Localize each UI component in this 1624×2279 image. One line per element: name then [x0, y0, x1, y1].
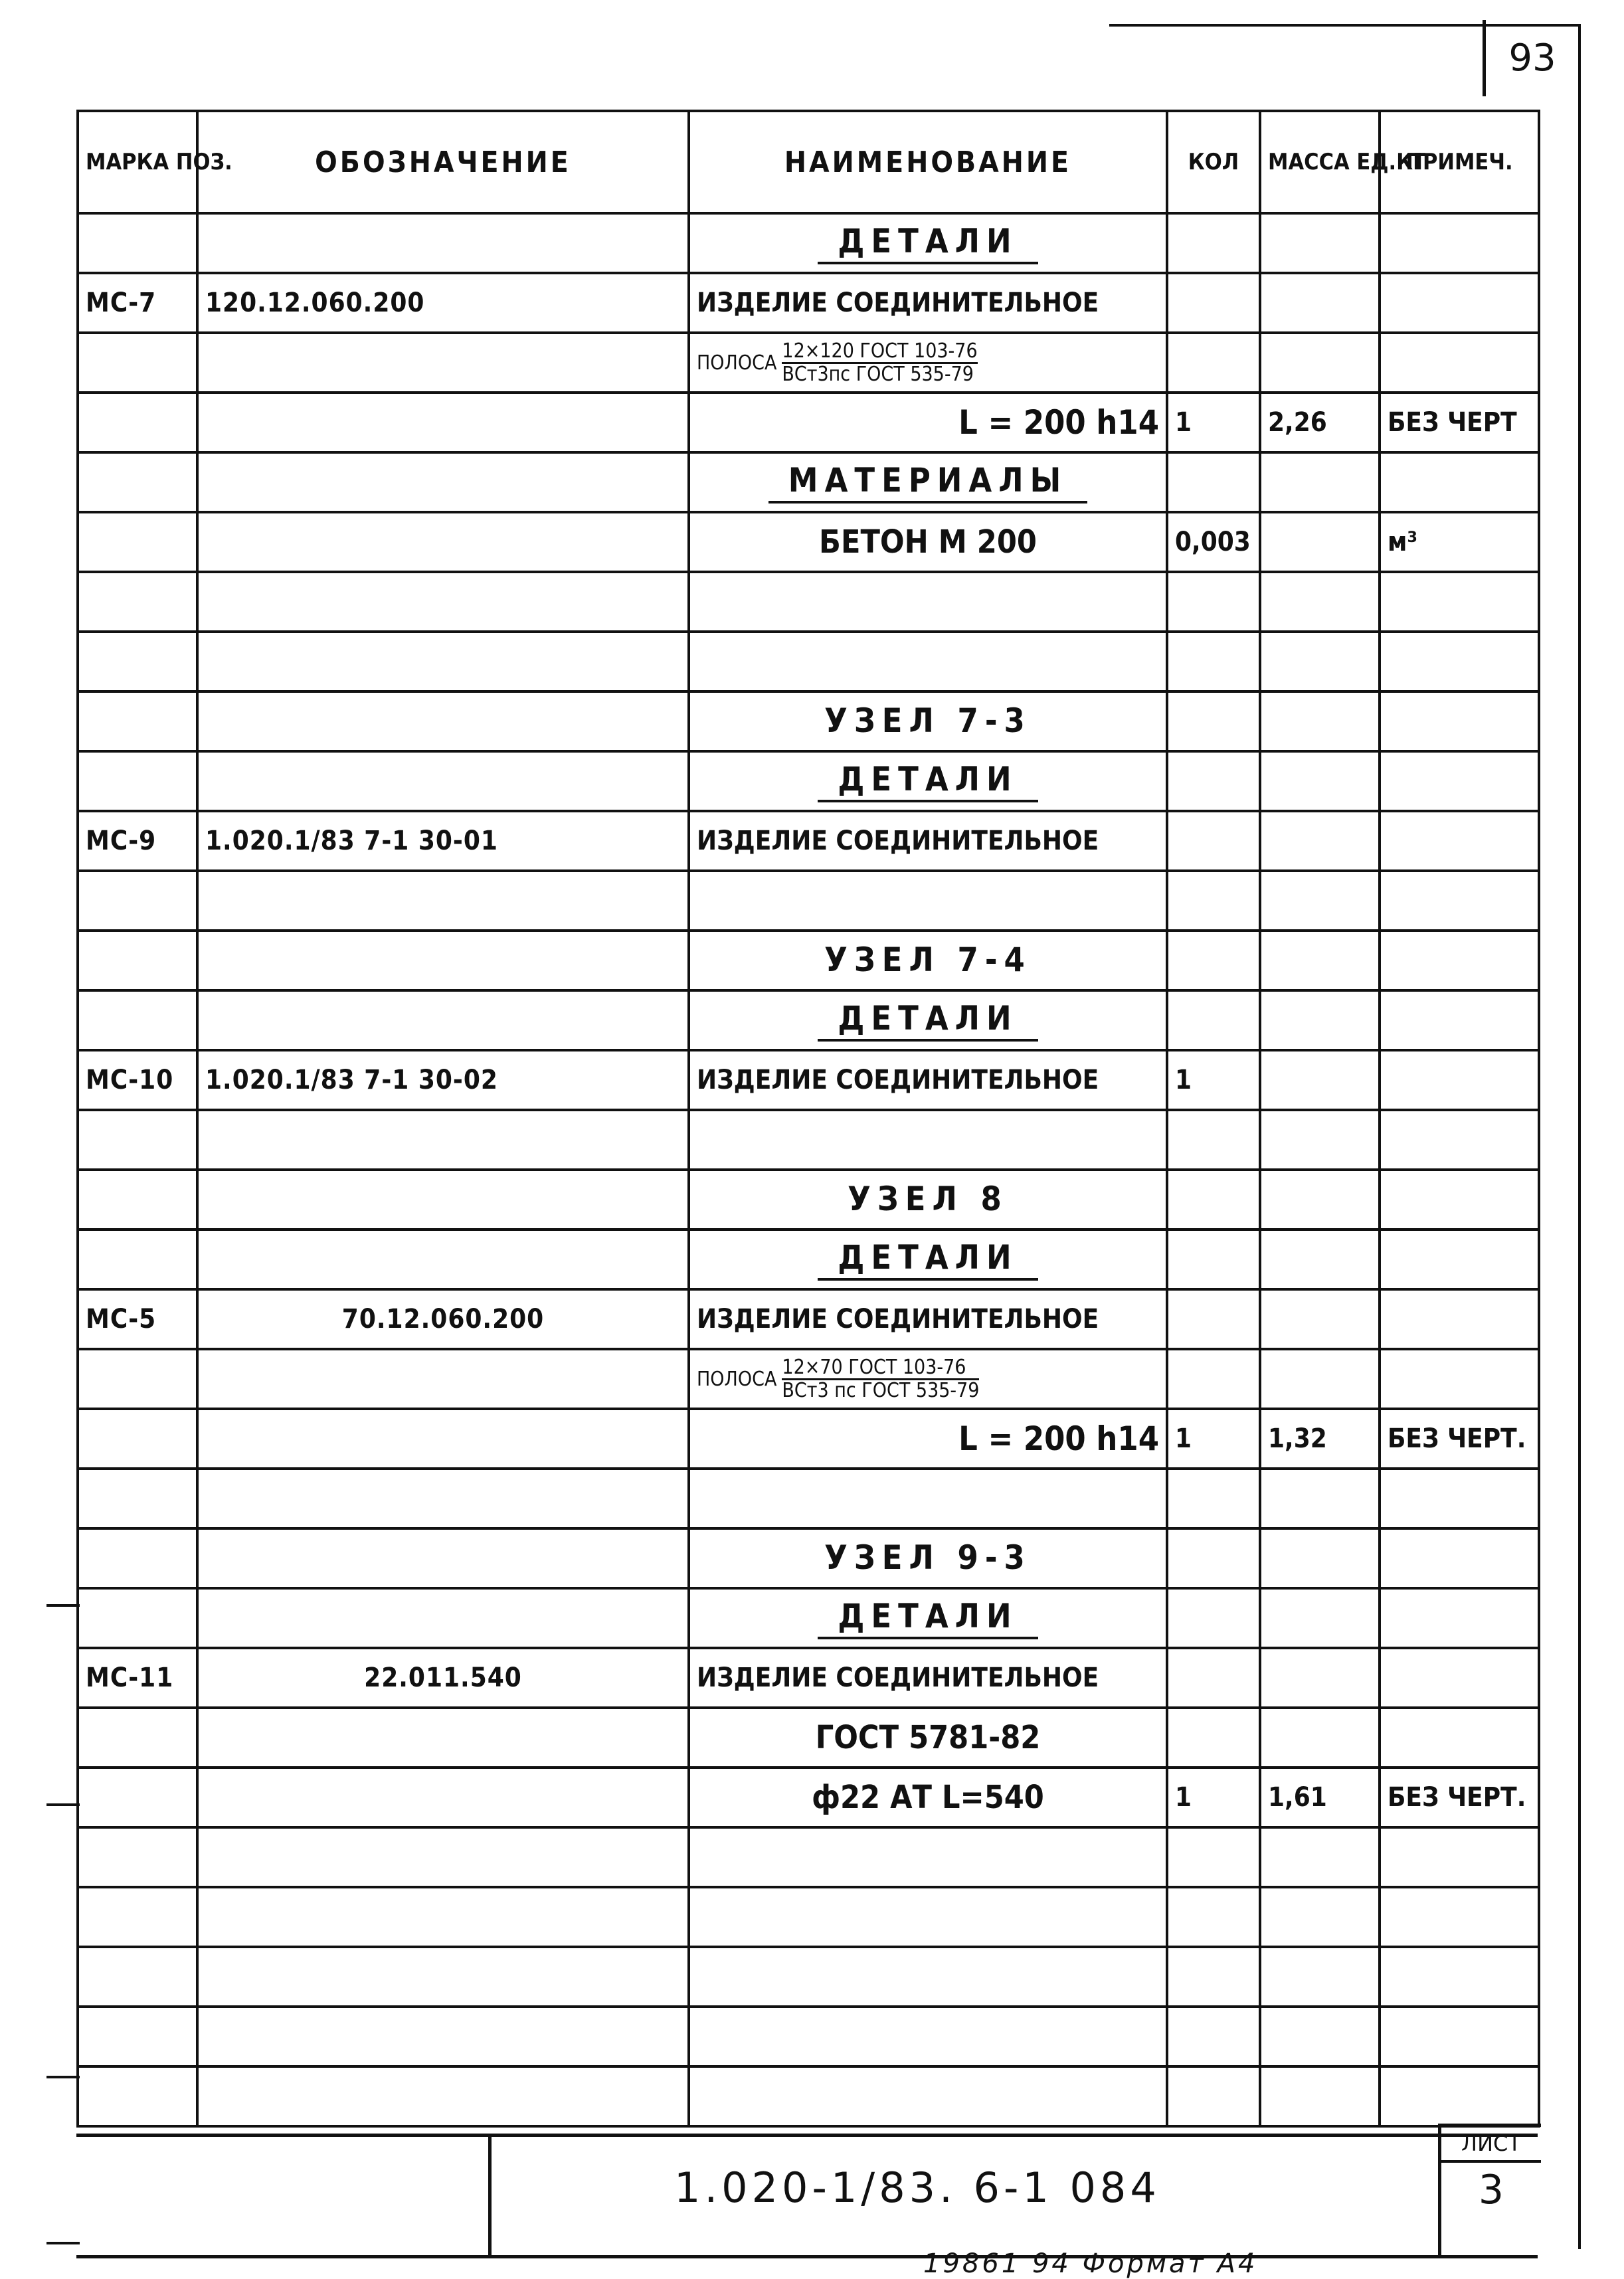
- table-row: [78, 2007, 1539, 2066]
- quantity-cell: [1167, 2066, 1260, 2126]
- mass-cell: [1260, 1050, 1380, 1110]
- position-mark-cell: [78, 1708, 197, 1768]
- position-mark-cell: МС-7: [78, 273, 197, 333]
- name-cell: [689, 1588, 1167, 1648]
- mass-cell: 1,61: [1260, 1768, 1380, 1827]
- table-row: [78, 632, 1539, 691]
- name-cell: [689, 1827, 1167, 1887]
- note-cell: [1380, 1827, 1539, 1887]
- quantity-cell: [1167, 1170, 1260, 1230]
- name-cell: ГОСТ 5781-82: [689, 1708, 1167, 1768]
- position-mark-cell: [78, 1947, 197, 2007]
- note-cell: [1380, 273, 1539, 333]
- quantity-cell: [1167, 452, 1260, 512]
- note-cell: БЕЗ ЧЕРТ: [1380, 393, 1539, 452]
- designation-cell: 70.12.060.200: [197, 1289, 689, 1349]
- position-mark-cell: [78, 1588, 197, 1648]
- mass-cell: [1260, 1230, 1380, 1289]
- table-row: [78, 1768, 1539, 1827]
- note-cell: [1380, 572, 1539, 632]
- mass-cell: [1260, 1349, 1380, 1409]
- position-mark-cell: МС-9: [78, 811, 197, 871]
- note-cell: [1380, 1588, 1539, 1648]
- table-row: [78, 1887, 1539, 1947]
- designation-cell: [197, 751, 689, 811]
- document-code: 1.020-1/83. 6-1 084: [674, 2163, 1160, 2212]
- designation-cell: [197, 213, 689, 273]
- quantity-cell: [1167, 273, 1260, 333]
- mass-cell: [1260, 990, 1380, 1050]
- table-row: [78, 1827, 1539, 1887]
- name-cell: [689, 333, 1167, 393]
- fraction-stack: [782, 341, 977, 385]
- note-cell: [1380, 1110, 1539, 1170]
- table-row: [78, 1110, 1539, 1170]
- name-cell: ИЗДЕЛИЕ СОЕДИНИТЕЛЬНОЕ: [689, 1648, 1167, 1708]
- designation-cell: [197, 572, 689, 632]
- mass-cell: [1260, 1289, 1380, 1349]
- position-mark-cell: [78, 512, 197, 572]
- designation-cell: [197, 1349, 689, 1409]
- table-row: [78, 931, 1539, 990]
- name-cell: [689, 1469, 1167, 1528]
- table-row: [78, 2066, 1539, 2126]
- fraction-numerator: 12×120 ГОСТ 103-76: [782, 339, 978, 363]
- fraction-stack: [782, 1357, 979, 1402]
- name-cell: ф22 АТ L=540: [689, 1768, 1167, 1827]
- position-mark-cell: [78, 213, 197, 273]
- specification-table: [76, 110, 1540, 2128]
- designation-cell: [197, 871, 689, 931]
- quantity-cell: 1: [1167, 1050, 1260, 1110]
- name-cell: БЕТОН М 200: [689, 512, 1167, 572]
- quantity-cell: [1167, 1469, 1260, 1528]
- name-cell: [689, 931, 1167, 990]
- quantity-cell: [1167, 1588, 1260, 1648]
- position-mark-cell: МС-11: [78, 1648, 197, 1708]
- table-row: [78, 1648, 1539, 1708]
- table-header-row: [78, 111, 1539, 213]
- note-cell: [1380, 1528, 1539, 1588]
- mass-cell: [1260, 1170, 1380, 1230]
- designation-cell: [197, 1469, 689, 1528]
- mass-cell: [1260, 1588, 1380, 1648]
- designation-cell: [197, 2066, 689, 2126]
- name-cell: [689, 213, 1167, 273]
- position-mark-cell: МС-5: [78, 1289, 197, 1349]
- designation-cell: [197, 1110, 689, 1170]
- mass-cell: [1260, 811, 1380, 871]
- position-mark-cell: [78, 1170, 197, 1230]
- position-mark-cell: [78, 751, 197, 811]
- designation-cell: [197, 333, 689, 393]
- spec-sheet: [76, 110, 1544, 2252]
- quantity-cell: [1167, 1289, 1260, 1349]
- mass-cell: [1260, 1648, 1380, 1708]
- name-cell: [689, 1947, 1167, 2007]
- right-border-rule: [1578, 24, 1581, 2249]
- table-row: [78, 751, 1539, 811]
- quantity-cell: [1167, 871, 1260, 931]
- fraction-denominator: ВСт3 пс ГОСТ 535-79: [782, 1378, 980, 1402]
- name-cell: [689, 632, 1167, 691]
- quantity-cell: [1167, 1110, 1260, 1170]
- name-cell: ИЗДЕЛИЕ СОЕДИНИТЕЛЬНОЕ: [689, 1289, 1167, 1349]
- position-mark-cell: [78, 1528, 197, 1588]
- position-mark-cell: [78, 2066, 197, 2126]
- position-mark-cell: [78, 1230, 197, 1289]
- material-fraction: [697, 1357, 979, 1402]
- note-cell: [1380, 2066, 1539, 2126]
- note-cell: [1380, 1469, 1539, 1528]
- designation-cell: 22.011.540: [197, 1648, 689, 1708]
- designation-cell: [197, 2007, 689, 2066]
- section-heading: ДЕТАЛИ: [818, 999, 1038, 1042]
- position-mark-cell: [78, 1768, 197, 1827]
- note-cell: [1380, 333, 1539, 393]
- table-row: [78, 1050, 1539, 1110]
- position-mark-cell: [78, 691, 197, 751]
- table-row: [78, 990, 1539, 1050]
- designation-cell: [197, 1947, 689, 2007]
- position-mark-cell: [78, 1887, 197, 1947]
- designation-cell: [197, 393, 689, 452]
- position-mark-cell: [78, 2007, 197, 2066]
- node-heading: УЗЕЛ 8: [848, 1180, 1008, 1218]
- quantity-cell: [1167, 1887, 1260, 1947]
- position-mark-cell: [78, 1349, 197, 1409]
- name-cell: [689, 1349, 1167, 1409]
- name-cell: [689, 1230, 1167, 1289]
- name-cell: L = 200 h14: [689, 1409, 1167, 1469]
- name-cell: [689, 1110, 1167, 1170]
- fraction-denominator: ВСт3пс ГОСТ 535-79: [782, 362, 974, 386]
- designation-cell: [197, 512, 689, 572]
- title-block-divider: [488, 2137, 492, 2255]
- note-cell: [1380, 751, 1539, 811]
- margin-tick: [46, 2242, 80, 2244]
- name-cell: [689, 751, 1167, 811]
- title-block: [76, 2131, 1538, 2258]
- mass-cell: [1260, 512, 1380, 572]
- mass-cell: [1260, 691, 1380, 751]
- sheet-number: 3: [1478, 2167, 1504, 2213]
- mass-cell: [1260, 751, 1380, 811]
- quantity-cell: [1167, 1827, 1260, 1887]
- fraction-numerator: 12×70 ГОСТ 103-76: [782, 1357, 979, 1380]
- mass-cell: 2,26: [1260, 393, 1380, 452]
- table-row: [78, 1170, 1539, 1230]
- quantity-cell: [1167, 1230, 1260, 1289]
- position-mark-cell: [78, 1827, 197, 1887]
- sheet-label: ЛИСТ: [1441, 2127, 1541, 2163]
- quantity-cell: [1167, 1528, 1260, 1588]
- note-cell: [1380, 213, 1539, 273]
- note-cell: [1380, 1230, 1539, 1289]
- quantity-cell: [1167, 990, 1260, 1050]
- position-mark-cell: [78, 931, 197, 990]
- table-row: [78, 1469, 1539, 1528]
- table-row: [78, 572, 1539, 632]
- mass-cell: [1260, 572, 1380, 632]
- column-header-code: ОБОЗНАЧЕНИЕ: [197, 111, 689, 213]
- section-heading: ДЕТАЛИ: [818, 1597, 1038, 1639]
- note-cell: [1380, 811, 1539, 871]
- designation-cell: [197, 632, 689, 691]
- table-row: [78, 1289, 1539, 1349]
- note-cell: БЕЗ ЧЕРТ.: [1380, 1768, 1539, 1827]
- designation-cell: [197, 452, 689, 512]
- position-mark-cell: МС-10: [78, 1050, 197, 1110]
- quantity-cell: [1167, 333, 1260, 393]
- section-heading: ДЕТАЛИ: [818, 760, 1038, 802]
- quantity-cell: [1167, 1947, 1260, 2007]
- note-cell: [1380, 1349, 1539, 1409]
- position-mark-cell: [78, 1110, 197, 1170]
- quantity-cell: [1167, 1708, 1260, 1768]
- mass-cell: [1260, 1827, 1380, 1887]
- quantity-cell: [1167, 931, 1260, 990]
- quantity-cell: [1167, 751, 1260, 811]
- table-row: [78, 273, 1539, 333]
- section-heading: ДЕТАЛИ: [818, 1238, 1038, 1281]
- designation-cell: 1.020.1/83 7-1 30-01: [197, 811, 689, 871]
- name-cell: [689, 452, 1167, 512]
- note-cell: [1380, 452, 1539, 512]
- position-mark-cell: [78, 452, 197, 512]
- note-cell: [1380, 1648, 1539, 1708]
- name-cell: [689, 2066, 1167, 2126]
- designation-cell: [197, 1887, 689, 1947]
- name-cell: [689, 572, 1167, 632]
- table-body: [78, 213, 1539, 2126]
- mass-cell: [1260, 871, 1380, 931]
- name-cell: [689, 871, 1167, 931]
- quantity-cell: [1167, 2007, 1260, 2066]
- table-row: [78, 1349, 1539, 1409]
- material-fraction: [697, 341, 978, 385]
- designation-cell: [197, 990, 689, 1050]
- quantity-cell: [1167, 811, 1260, 871]
- position-mark-cell: [78, 572, 197, 632]
- table-row: [78, 691, 1539, 751]
- note-cell: [1380, 691, 1539, 751]
- name-cell: [689, 1170, 1167, 1230]
- quantity-cell: 1: [1167, 1409, 1260, 1469]
- mass-cell: [1260, 1528, 1380, 1588]
- designation-cell: [197, 1588, 689, 1648]
- name-cell: [689, 1887, 1167, 1947]
- table-row: [78, 1947, 1539, 2007]
- quantity-cell: 0,003: [1167, 512, 1260, 572]
- designation-cell: [197, 1827, 689, 1887]
- note-cell: [1380, 931, 1539, 990]
- mass-cell: [1260, 333, 1380, 393]
- position-mark-cell: [78, 1409, 197, 1469]
- mass-cell: [1260, 1947, 1380, 2007]
- table-row: [78, 213, 1539, 273]
- mass-cell: 1,32: [1260, 1409, 1380, 1469]
- position-mark-cell: [78, 333, 197, 393]
- name-cell: ИЗДЕЛИЕ СОЕДИНИТЕЛЬНОЕ: [689, 273, 1167, 333]
- table-row: [78, 1708, 1539, 1768]
- designation-cell: [197, 1528, 689, 1588]
- section-heading: МАТЕРИАЛЫ: [768, 461, 1087, 503]
- mass-cell: [1260, 213, 1380, 273]
- mass-cell: [1260, 452, 1380, 512]
- note-cell: [1380, 990, 1539, 1050]
- note-cell: [1380, 1708, 1539, 1768]
- designation-cell: [197, 691, 689, 751]
- position-mark-cell: [78, 393, 197, 452]
- mass-cell: [1260, 1110, 1380, 1170]
- mass-cell: [1260, 1708, 1380, 1768]
- column-header-note: ПРИМЕЧ.: [1380, 111, 1539, 213]
- name-cell: [689, 2007, 1167, 2066]
- column-header-name: НАИМЕНОВАНИЕ: [689, 111, 1167, 213]
- mass-cell: [1260, 632, 1380, 691]
- position-mark-cell: [78, 632, 197, 691]
- quantity-cell: 1: [1167, 1768, 1260, 1827]
- quantity-cell: [1167, 1648, 1260, 1708]
- note-cell: [1380, 632, 1539, 691]
- table-row: [78, 1528, 1539, 1588]
- mass-cell: [1260, 931, 1380, 990]
- margin-tick: [46, 1803, 80, 1806]
- node-heading: УЗЕЛ 7-4: [824, 941, 1032, 979]
- note-cell: [1380, 1947, 1539, 2007]
- sheet-box: [1438, 2124, 1541, 2258]
- quantity-cell: [1167, 213, 1260, 273]
- designation-cell: [197, 1409, 689, 1469]
- table-row: [78, 512, 1539, 572]
- mass-cell: [1260, 273, 1380, 333]
- quantity-cell: [1167, 691, 1260, 751]
- node-heading: УЗЕЛ 7-3: [824, 701, 1032, 740]
- margin-tick: [46, 1604, 80, 1607]
- name-cell: L = 200 h14: [689, 393, 1167, 452]
- page-number: 93: [1483, 20, 1579, 96]
- section-heading: ДЕТАЛИ: [818, 222, 1038, 264]
- designation-cell: 120.12.060.200: [197, 273, 689, 333]
- column-header-qty: КОЛ: [1167, 111, 1260, 213]
- column-header-mass: МАССА ЕД.КГ: [1260, 111, 1380, 213]
- footer-stamp: 19861 94 Формат А4: [923, 2248, 1258, 2279]
- table-row: [78, 393, 1539, 452]
- position-mark-cell: [78, 1469, 197, 1528]
- designation-cell: [197, 1768, 689, 1827]
- table-row: [78, 1409, 1539, 1469]
- table-row: [78, 1230, 1539, 1289]
- mass-cell: [1260, 1887, 1380, 1947]
- name-cell: [689, 691, 1167, 751]
- name-cell: ИЗДЕЛИЕ СОЕДИНИТЕЛЬНОЕ: [689, 811, 1167, 871]
- note-cell: [1380, 1887, 1539, 1947]
- node-heading: УЗЕЛ 9-3: [824, 1538, 1032, 1577]
- table-row: [78, 1588, 1539, 1648]
- quantity-cell: [1167, 1349, 1260, 1409]
- note-cell: [1380, 1289, 1539, 1349]
- table-row: [78, 871, 1539, 931]
- table-row: [78, 452, 1539, 512]
- margin-tick: [46, 2076, 80, 2078]
- designation-cell: [197, 931, 689, 990]
- mass-cell: [1260, 1469, 1380, 1528]
- mass-cell: [1260, 2066, 1380, 2126]
- note-cell: м³: [1380, 512, 1539, 572]
- designation-cell: 1.020.1/83 7-1 30-02: [197, 1050, 689, 1110]
- position-mark-cell: [78, 871, 197, 931]
- quantity-cell: [1167, 632, 1260, 691]
- note-cell: [1380, 1050, 1539, 1110]
- note-cell: [1380, 2007, 1539, 2066]
- designation-cell: [197, 1230, 689, 1289]
- designation-cell: [197, 1170, 689, 1230]
- note-cell: [1380, 1170, 1539, 1230]
- table-row: [78, 333, 1539, 393]
- note-cell: БЕЗ ЧЕРТ.: [1380, 1409, 1539, 1469]
- quantity-cell: [1167, 572, 1260, 632]
- material-label: ПОЛОСА: [697, 351, 777, 375]
- material-label: ПОЛОСА: [697, 1367, 777, 1391]
- name-cell: [689, 1528, 1167, 1588]
- designation-cell: [197, 1708, 689, 1768]
- quantity-cell: 1: [1167, 393, 1260, 452]
- table-row: [78, 811, 1539, 871]
- mass-cell: [1260, 2007, 1380, 2066]
- note-cell: [1380, 871, 1539, 931]
- name-cell: [689, 990, 1167, 1050]
- column-header-pos: МАРКА ПОЗ.: [78, 111, 197, 213]
- name-cell: ИЗДЕЛИЕ СОЕДИНИТЕЛЬНОЕ: [689, 1050, 1167, 1110]
- position-mark-cell: [78, 990, 197, 1050]
